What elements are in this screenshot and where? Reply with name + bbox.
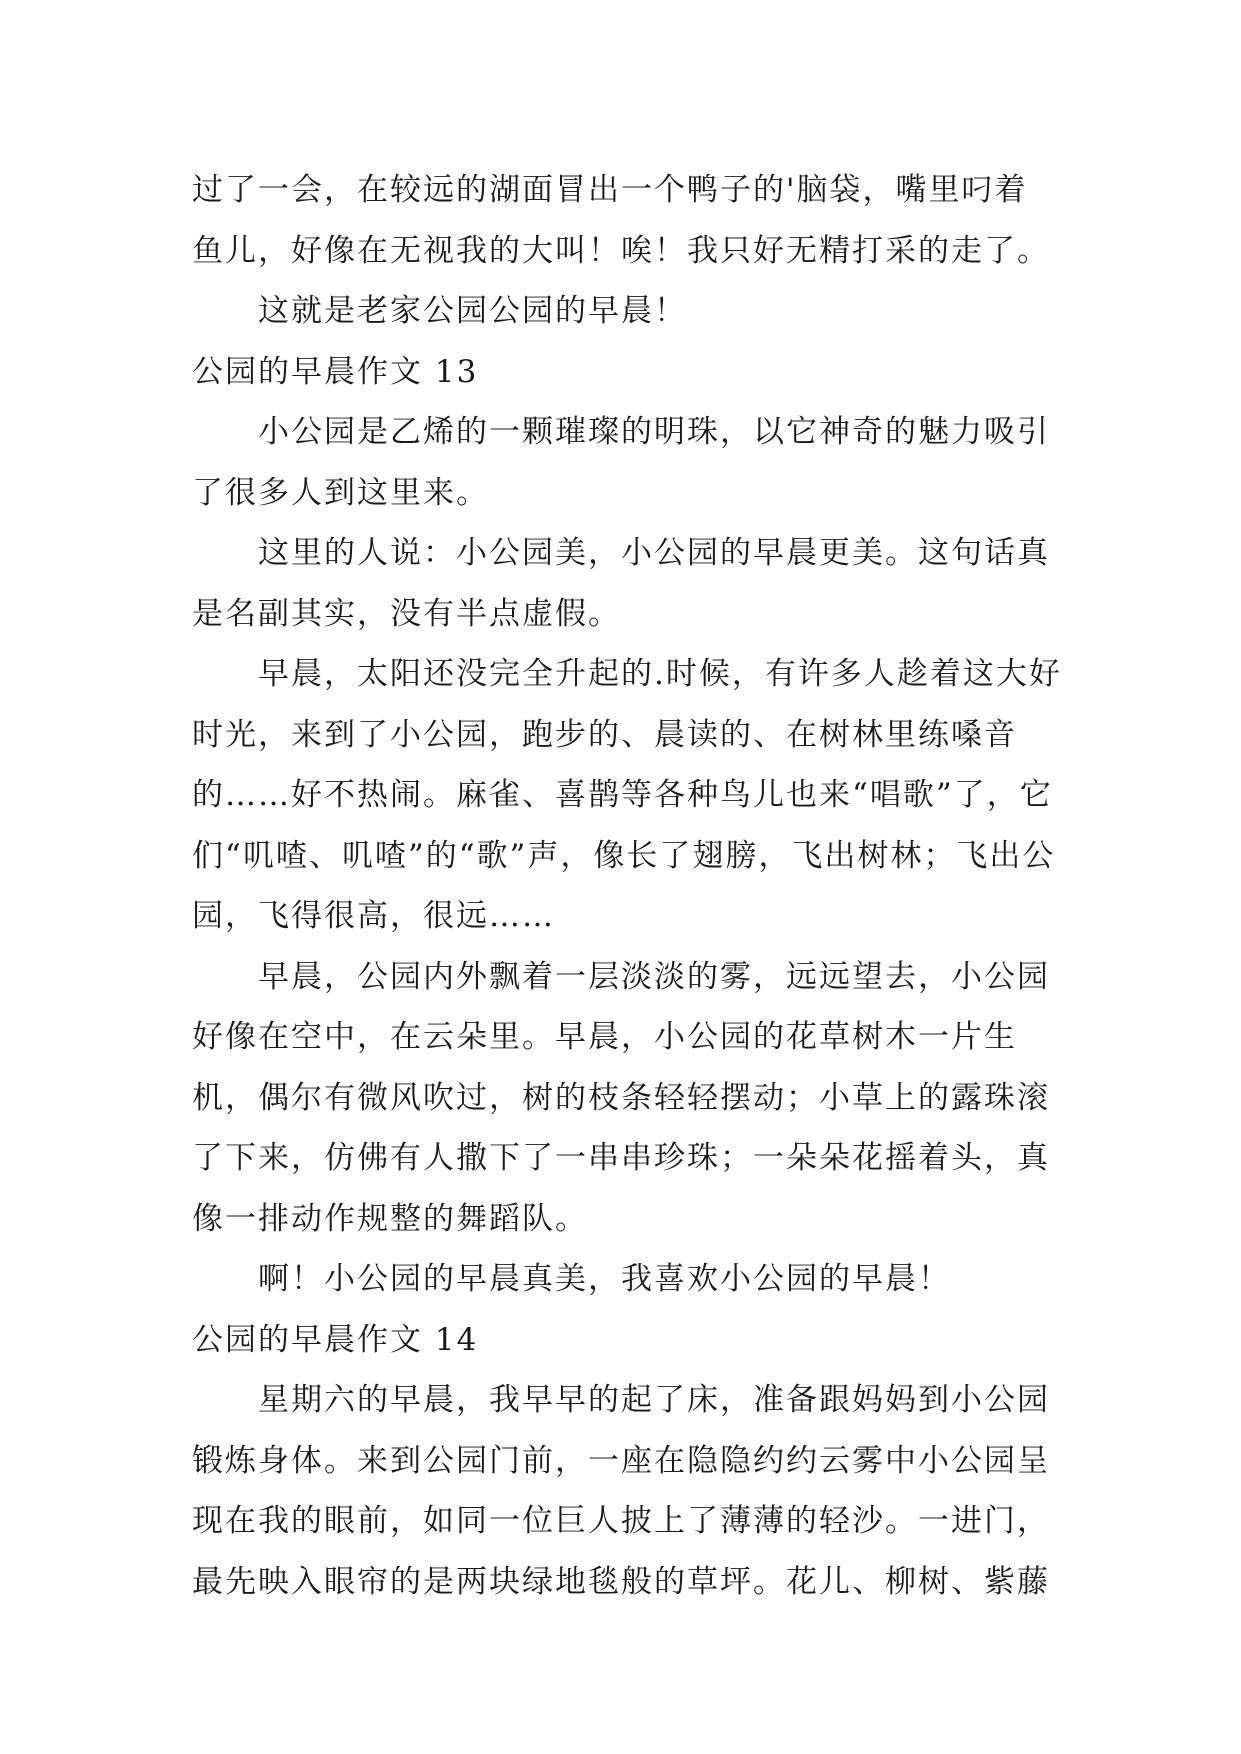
paragraph: 这就是老家公园公园的早晨！: [258, 293, 687, 329]
paragraph: 小公园是乙烯的一颗璀璨的明珠，以它神奇的魅力吸引了很多人到这里来。: [192, 414, 1050, 511]
section-heading: 公园的早晨作文 13: [192, 353, 479, 390]
paragraph: 啊！小公园的早晨真美，我喜欢小公园的早晨！: [258, 1261, 951, 1297]
section-heading: 公园的早晨作文 14: [192, 1321, 479, 1358]
paragraph: 这里的人说：小公园美，小公园的早晨更美。这句话真是名副其实，没有半点虚假。: [192, 535, 1050, 632]
paragraph: 早晨，公园内外飘着一层淡淡的雾，远远望去，小公园好像在空中，在云朵里。早晨，小公园的花草树木一片生机，偶尔有微风吹过，树的枝条轻轻摆动；小草上的露珠滚了下来，仿佛有人撒下了一串串珍珠；一朵朵花摇着头，真像一排动作规整的舞蹈队。: [192, 958, 1050, 1237]
paragraph-line: 过了一会，在较远的湖面冒出一个鸭子的'脑袋，嘴里叼着: [192, 172, 1028, 208]
paragraph-line: 鱼儿，好像在无视我的大叫！唉！我只好无精打采的走了。: [192, 232, 1050, 269]
paragraph: 星期六的早晨，我早早的起了床，准备跟妈妈到小公园锻炼身体。来到公园门前，一座在隐隐约约云雾中小公园呈现在我的眼前，如同一位巨人披上了薄薄的轻沙。一进门，最先映入眼帘的是两块绿地毯般的草坪。花儿、柳树、紫藤: [192, 1382, 1050, 1600]
document-body: [192, 160, 1072, 1612]
paragraph: 早晨，太阳还没完全升起的.时候，有许多人趁着这大好时光，来到了小公园，跑步的、晨读的、在树林里练嗓音的……好不热闹。麻雀、喜鹊等各种鸟儿也来“唱歌”了，它们“叽喳、叽喳”的“歌”声，像长了翅膀，飞出树林；飞出公园，飞得很高，很远……: [192, 656, 1062, 934]
